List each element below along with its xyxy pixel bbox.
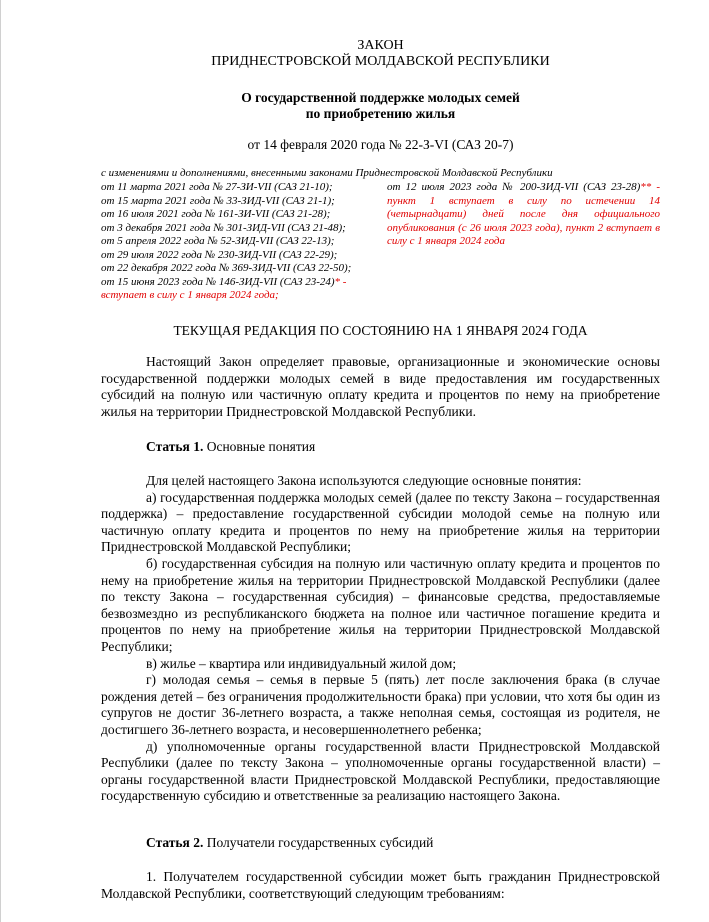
law-word: ЗАКОН	[357, 38, 404, 53]
amendment-item: от 3 декабря 2021 года № 301-ЗИД-VII (САЗ 21-48);	[101, 221, 346, 234]
law-subject	[101, 90, 660, 122]
definition-item: б) государственная субсидия на полную или частичную оплату кредита и процентов по нему на приобретение жилья на территории Приднестровской Молдавской Республики (далее по тексту Закона – государственная субсидия) – финансовые средства, предоставляемые безвозмездно из республиканского бюджета на полное или частичное погашение кредита и процентов по нему на приобретение жилья на территории Приднестровской Молдавской Республики;	[101, 555, 660, 654]
article-title: Основные понятия	[203, 439, 316, 454]
amendment-text: от 12 июля 2023 года № 200-ЗИД-VII (САЗ 23-28)	[387, 181, 641, 193]
article-2-heading	[101, 835, 660, 852]
article-label: Статья 1.	[146, 439, 204, 454]
preamble-text: Настоящий Закон определяет правовые, организационные и экономические основы государственной поддержки молодых семей в виде предоставления им государственных субсидий на полную или частичную оплату кредита и процентов по нему на приобретение жилья на территории Приднестровской Молдавской Республики.	[101, 354, 660, 419]
subject-line-2: по приобретению жилья	[305, 106, 456, 121]
law-date: от 14 февраля 2020 года № 22-З-VI (САЗ 20-7)	[247, 137, 514, 152]
law-heading	[101, 38, 660, 70]
article-1-body	[101, 473, 660, 805]
amendment-item: от 29 июля 2022 года № 230-ЗИД-VII (САЗ 22-29);	[101, 248, 338, 261]
article-1-heading	[101, 439, 660, 456]
amendments-left-column	[101, 181, 391, 303]
amendment-item: от 5 апреля 2022 года № 52-ЗИД-VII (САЗ 22-13);	[101, 235, 335, 247]
amendment-text: от 15 июня 2023 года № 146-ЗИД-VII (САЗ 23-24)	[101, 275, 335, 288]
article-2-body	[101, 869, 660, 902]
preamble	[101, 354, 660, 420]
definition-item: а) государственная поддержка молодых семей (далее по тексту Закона – государственная поддержка) – предоставление государственной субсидии молодой семье на полную или частичную оплату кредита и процентов по нему на приобретение жилья на территории Приднестровской Молдавской Республики;	[101, 489, 660, 555]
definition-item: в) жилье – квартира или индивидуальный жилой дом;	[146, 655, 457, 671]
amendment-note: ** - пункт 1 вступает в силу по истечении 14 (четырнадцати) дней после дня официального опубликования (с 26 июля 2023 года), пункт 2 вступает в силу с 1 января 2024 года	[387, 181, 660, 247]
amendment-item: от 11 марта 2021 года № 27-ЗИ-VII (САЗ 21-10);	[101, 181, 333, 193]
article-intro: Для целей настоящего Закона используются следующие основные понятия:	[146, 473, 582, 488]
amendment-item	[101, 276, 391, 303]
republic-name: ПРИДНЕСТРОВСКОЙ МОЛДАВСКОЙ РЕСПУБЛИКИ	[211, 54, 550, 69]
amendment-item: от 22 декабря 2022 года № 369-ЗИД-VII (САЗ 22-50);	[101, 262, 352, 274]
amendment-note: * - вступает в силу с 1 января 2024 года;	[101, 275, 347, 301]
subject-line-1: О государственной поддержке молодых семей	[241, 90, 520, 105]
amendment-item: от 16 июля 2021 года № 161-ЗИ-VII (САЗ 21-28);	[101, 208, 331, 220]
article-item: 1. Получателем государственной субсидии может быть гражданин Приднестровской Молдавской Республики, соответствующий следующим требованиям:	[101, 869, 660, 901]
definition-item: г) молодая семья – семья в первые 5 (пять) лет после заключения брака (в случае рождения детей – без ограничения продолжительности брака) при условии, что хотя бы один из супругов не достиг 36-летнего возраста, а также неполная семья, состоящая из родителя, не достигшего 36-летнего возраста, и несовершеннолетнего ребенка;	[101, 672, 660, 737]
article-label: Статья 2.	[146, 835, 204, 850]
amendment-item: от 15 марта 2021 года № 33-ЗИД-VII (САЗ 21-1);	[101, 194, 335, 207]
amendments-right-column	[387, 181, 660, 249]
amendments-intro: с изменениями и дополнениями, внесенными законами Приднестровской Молдавской Республики	[101, 167, 553, 179]
article-title: Получатели государственных субсидий	[203, 835, 434, 850]
current-edition-heading: ТЕКУЩАЯ РЕДАКЦИЯ ПО СОСТОЯНИЮ НА 1 ЯНВАРЯ 2024 ГОДА	[173, 323, 588, 338]
definition-item: д) уполномоченные органы государственной власти Приднестровской Молдавской Республики (далее по тексту Закона – уполномоченные органы государственной власти) – органы государственной власти Приднестровской Молдавской Республики, предоставляющие государственную субсидию и ответственные за реализацию настоящего Закона.	[101, 738, 660, 804]
